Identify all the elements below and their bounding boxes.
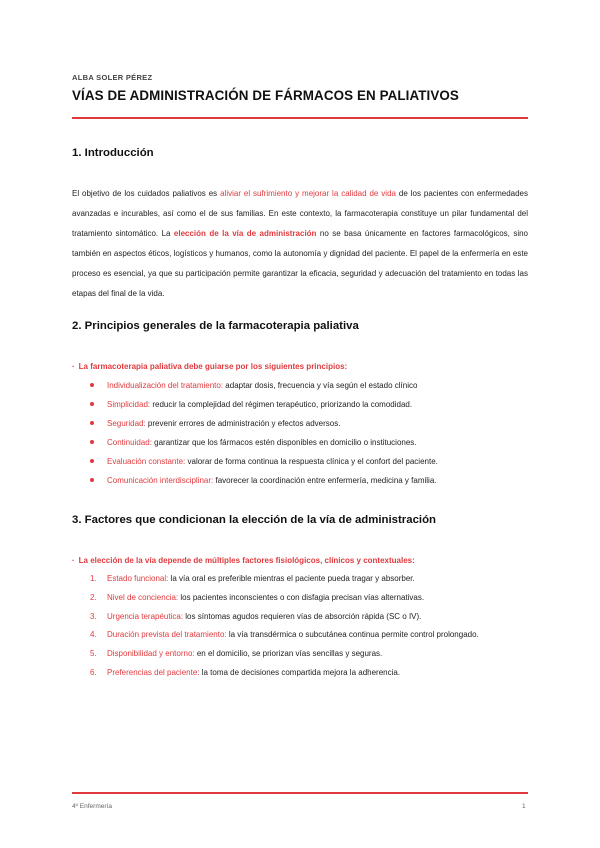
intro-highlight-2: elección de la vía de administración xyxy=(173,228,317,238)
bullet-dot-icon xyxy=(90,478,94,482)
intro-paragraph xyxy=(72,184,528,303)
list-item xyxy=(90,471,520,490)
section-3-heading: 3. Factores que condicionan la elección de la vía de administración xyxy=(72,514,436,526)
item-number: 1. xyxy=(90,574,97,583)
bullet-dot-icon xyxy=(90,459,94,463)
item-text: la toma de decisiones compartida mejora la adherencia. xyxy=(199,667,401,677)
item-term: Preferencias del paciente: xyxy=(107,667,200,677)
bullet-dot-icon xyxy=(90,440,94,444)
list-item xyxy=(90,645,528,664)
item-text: en el domicilio, se priorizan vías sencillas y seguras. xyxy=(194,649,383,659)
item-text: la vía transdérmica o subcutánea continua permite control prolongado. xyxy=(226,630,479,640)
item-text: la vía oral es preferible mientras el paciente pueda tragar y absorber. xyxy=(168,574,415,583)
item-number: 6. xyxy=(90,667,97,677)
bullet-dot-icon xyxy=(90,421,94,425)
header-divider xyxy=(72,117,528,119)
list-item xyxy=(90,433,520,452)
section-2-lead: · La farmacoterapia paliativa debe guiarse por los siguientes principios: xyxy=(72,362,348,371)
item-text: garantizar que los fármacos estén disponibles en domicilio o instituciones. xyxy=(151,438,417,447)
list-item xyxy=(90,414,520,433)
item-number: 5. xyxy=(90,649,97,659)
page-number: 1 xyxy=(522,803,526,810)
item-term: Disponibilidad y entorno: xyxy=(107,649,195,659)
list-item xyxy=(90,626,528,645)
item-term: Individualización del tratamiento: xyxy=(107,381,224,390)
bullet-dot-icon xyxy=(90,383,94,387)
factors-list xyxy=(90,570,528,683)
section-2-heading: 2. Principios generales de la farmacoterapia paliativa xyxy=(72,320,359,332)
document-title: VÍAS DE ADMINISTRACIÓN DE FÁRMACOS EN PALIATIVOS xyxy=(72,88,459,103)
item-number: 3. xyxy=(90,611,97,621)
item-term: Continuidad: xyxy=(107,438,152,447)
list-item xyxy=(90,452,520,471)
intro-text-2: de los pacientes con enfermedades avanzadas e incurables, así como el de sus familias. En este contexto, la farmacoterapia constituye un pilar fundamental del tratamiento sintomático. La xyxy=(72,189,529,238)
list-item xyxy=(90,570,528,589)
list-item xyxy=(90,395,520,414)
item-term: Comunicación interdisciplinar: xyxy=(107,476,214,485)
item-term: Estado funcional: xyxy=(107,574,169,583)
footer-divider xyxy=(72,792,528,794)
section-3-lead-text: La elección de la vía depende de múltiples factores fisiológicos, clínicos y contextuales: xyxy=(78,556,415,565)
section-3-lead: · La elección de la vía depende de múltiples factores fisiológicos, clínicos y contextuales: xyxy=(72,556,415,565)
footer-course: 4º Enfermería xyxy=(72,803,112,810)
section-1-heading: 1. Introducción xyxy=(72,147,154,159)
item-text: los síntomas agudos requieren vías de absorción rápida (SC o IV). xyxy=(183,611,422,621)
item-term: Duración prevista del tratamiento: xyxy=(107,630,227,640)
item-term: Simplicidad: xyxy=(107,400,151,409)
author-name: ALBA SOLER PÉREZ xyxy=(72,73,153,82)
intro-highlight-1: aliviar el sufrimiento y mejorar la calidad de vida xyxy=(220,189,396,198)
item-term: Urgencia terapéutica: xyxy=(107,611,184,621)
list-item xyxy=(90,664,528,683)
item-text: favorecer la coordinación entre enfermería, medicina y familia. xyxy=(213,476,437,485)
item-number: 4. xyxy=(90,630,97,640)
intro-text-1: El objetivo de los cuidados paliativos es xyxy=(72,189,221,198)
section-2-lead-text: La farmacoterapia paliativa debe guiarse por los siguientes principios: xyxy=(78,362,348,371)
list-item xyxy=(90,589,528,608)
principles-list xyxy=(90,376,520,490)
list-item xyxy=(90,608,528,627)
item-text: reducir la complejidad del régimen terapéutico, priorizando la comodidad. xyxy=(150,400,413,409)
bullet-dot-icon xyxy=(90,402,94,406)
intro-text-3: no se basa únicamente en factores farmacológicos, sino también en aspectos éticos, logísticos y humanos, como la autonomía y dignidad del paciente. El papel de la enfermería en este proceso es esencial, ya que su participación permite garantizar la eficacia, seguridad y adecuación del tratamiento en todas las etapas del final de la vida. xyxy=(72,228,529,298)
item-number: 2. xyxy=(90,592,97,602)
list-item xyxy=(90,376,520,395)
item-text: los pacientes inconscientes o con disfagia precisan vías alternativas. xyxy=(178,592,425,602)
item-text: prevenir errores de administración y efectos adversos. xyxy=(145,419,341,428)
item-term: Nivel de conciencia: xyxy=(107,592,179,602)
item-text: valorar de forma continua la respuesta clínica y el confort del paciente. xyxy=(185,457,438,466)
item-term: Evaluación constante: xyxy=(107,457,186,466)
item-text: adaptar dosis, frecuencia y vía según el estado clínico xyxy=(223,381,418,390)
item-term: Seguridad: xyxy=(107,419,146,428)
